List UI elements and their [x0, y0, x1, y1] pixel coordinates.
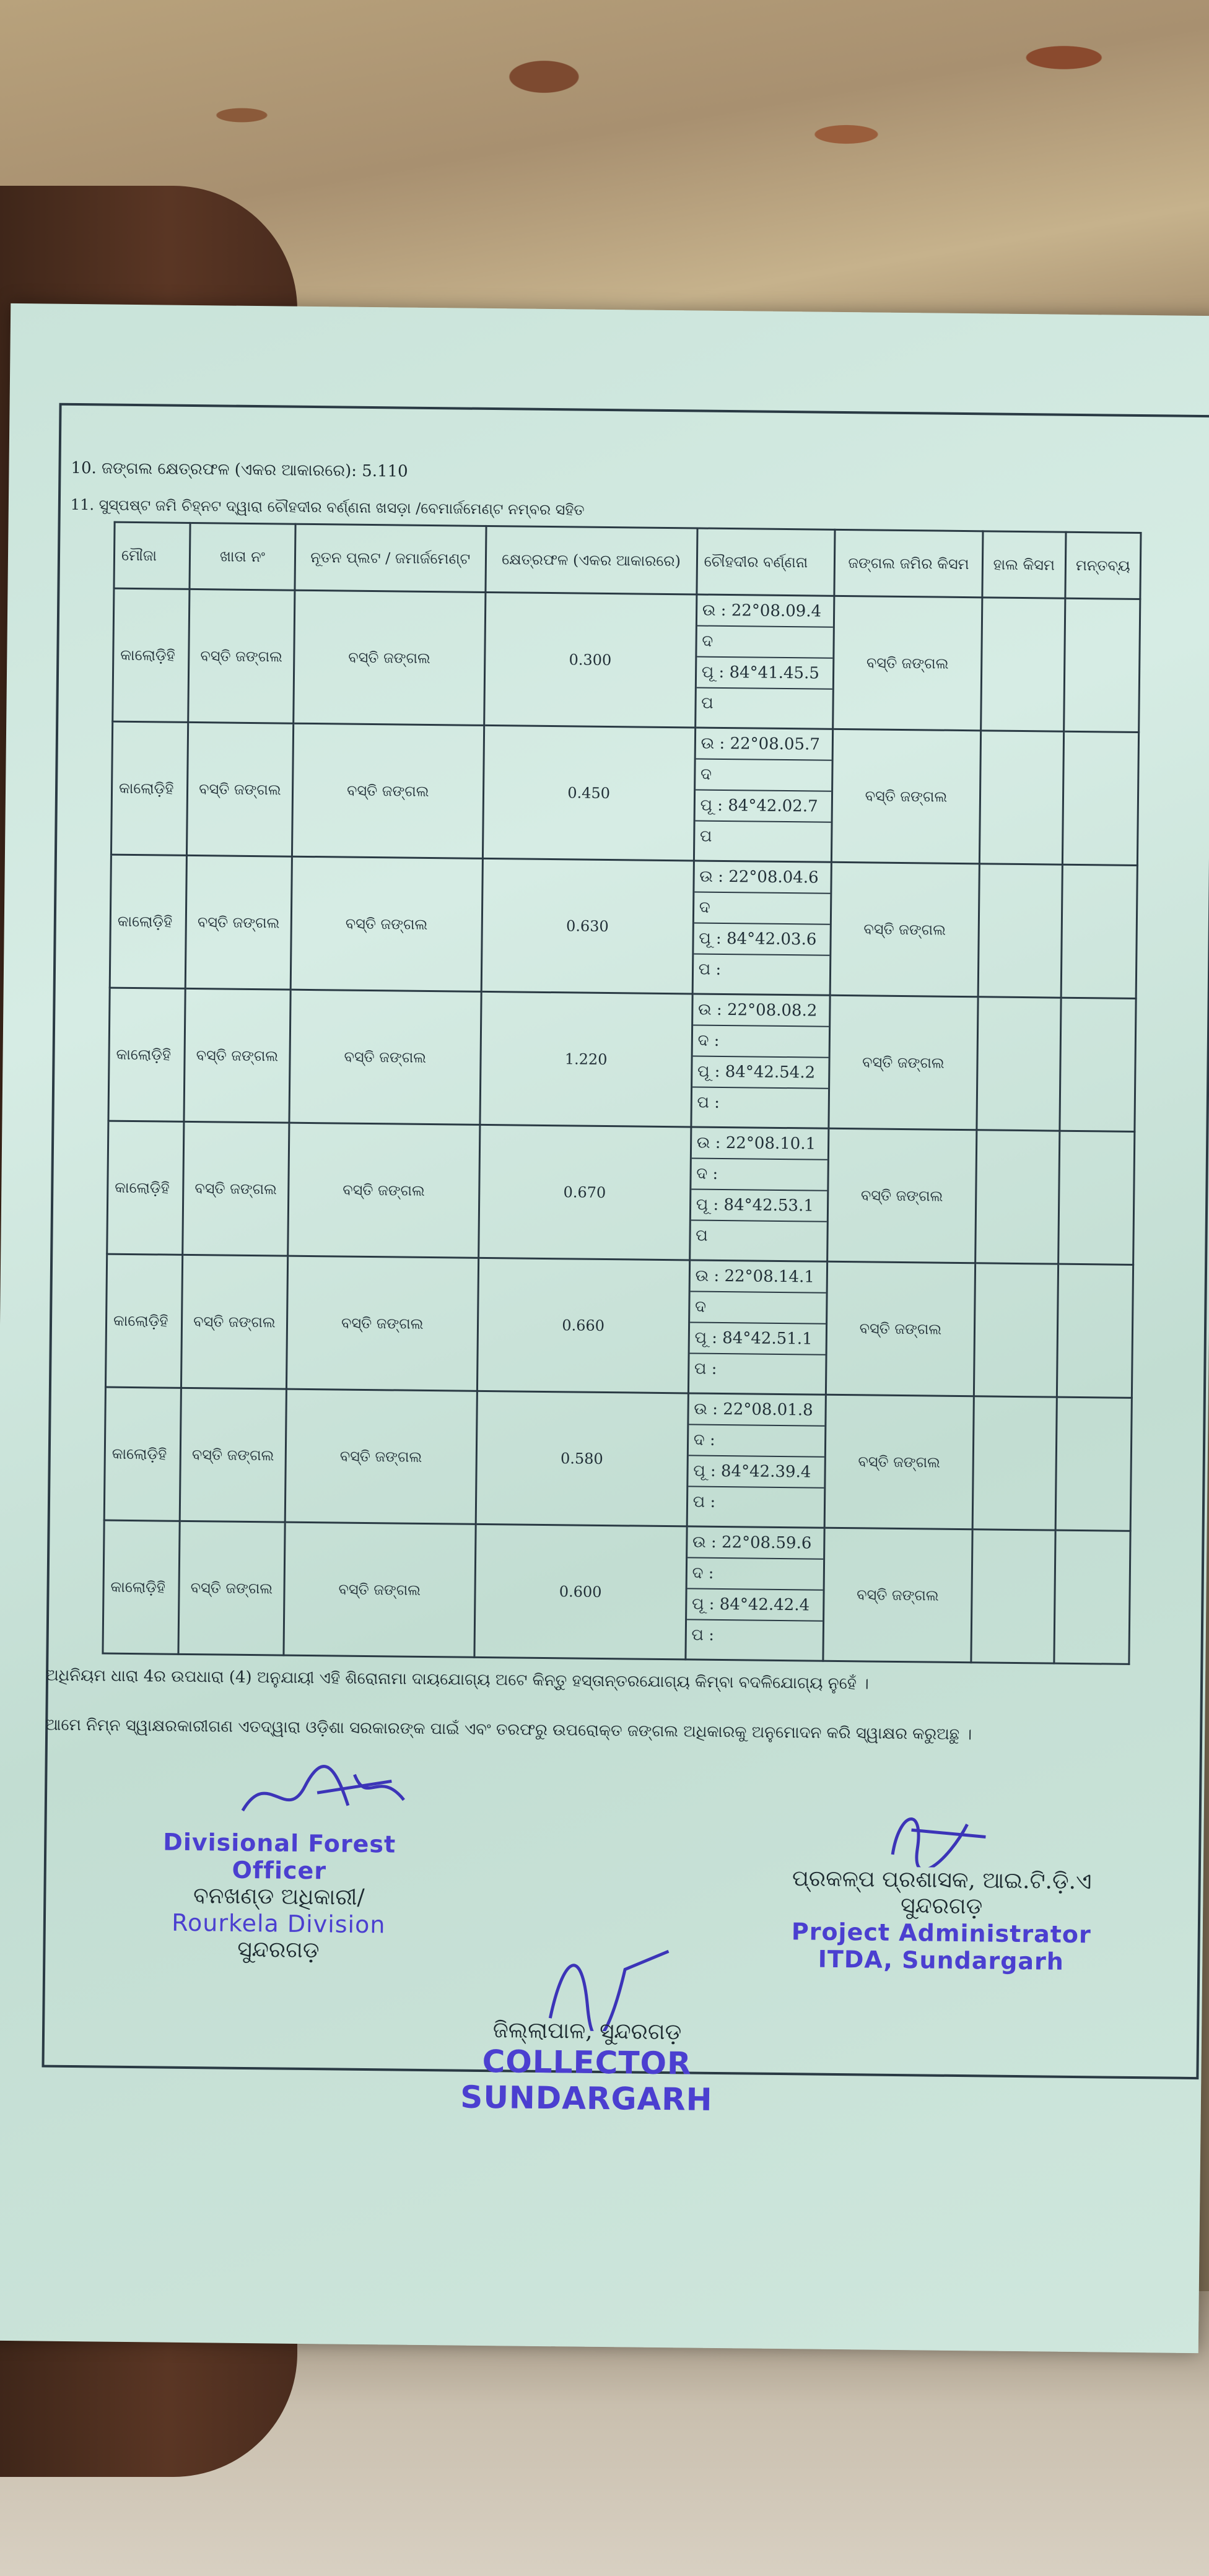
boundary-n: ଉ : 22°08.10.1: [692, 1128, 828, 1160]
collector-odia-title: ଜିଲ୍ଲାପାଳ, ସୁନ୍ଦରଗଡ଼: [492, 2017, 682, 2045]
table-row: [107, 1121, 1135, 1264]
forest-kisam-cell: ବସ୍ତି ଜଙ୍ଗଲ: [829, 995, 978, 1129]
khata-cell: ବସ୍ତି ଜଙ୍ଗଲ: [184, 988, 290, 1123]
forest-kisam-cell: ବସ୍ତି ଜଙ୍ଗଲ: [826, 1261, 975, 1396]
boundary-s: ଦ :: [691, 1159, 827, 1191]
table-row: [104, 1387, 1132, 1531]
boundary-e: ପୂ : 84°42.54.2: [692, 1056, 829, 1089]
hal-kisam-cell: [978, 864, 1062, 998]
khata-cell: ବସ୍ତି ଜଙ୍ଗଲ: [180, 1388, 286, 1522]
boundary-e: ପୂ : 84°42.51.1: [689, 1323, 826, 1355]
boundary-s: ଦ: [694, 892, 831, 925]
mouza-cell: କାଲୋଡ଼ିହି: [104, 1387, 181, 1521]
forest-kisam-cell: ବସ୍ତି ଜଙ୍ଗଲ: [827, 1128, 977, 1263]
boundary-s: ଦ :: [687, 1558, 823, 1590]
remarks-cell: [1055, 1397, 1132, 1531]
plot-cell: ବସ୍ତି ଜଙ୍ଗଲ: [286, 1256, 478, 1391]
collector-stamp-line-1: COLLECTOR: [482, 2043, 692, 2082]
header-plot: ନୂତନ ପ୍ଲଟ / ଜମାର୍ଜମେଣ୍ଟ: [295, 524, 486, 592]
land-table: [102, 521, 1141, 1665]
hal-kisam-cell: [980, 598, 1065, 731]
boundary-cell: [687, 1393, 826, 1528]
table-header-row: [114, 522, 1141, 599]
boundary-e: ପୂ : 84°41.45.5: [697, 658, 833, 690]
hal-kisam-cell: [979, 731, 1063, 864]
plot-cell: ବସ୍ତି ଜଙ୍ଗଲ: [290, 856, 482, 991]
boundary-e: ପୂ : 84°42.39.4: [688, 1456, 824, 1488]
boundary-w: ପ :: [697, 1093, 720, 1112]
header-mouza: ମୌଜା: [114, 522, 190, 589]
hal-kisam-cell: [975, 1130, 1059, 1264]
forest-kisam-cell: ବସ୍ତି ଜଙ୍ଗଲ: [823, 1528, 972, 1662]
boundary-cell: [695, 594, 834, 729]
remarks-cell: [1057, 1264, 1133, 1398]
dfo-signature-scribble: [230, 1755, 416, 1837]
khata-cell: ବସ୍ତି ଜଙ୍ଗଲ: [181, 1255, 287, 1389]
area-cell: 0.630: [481, 858, 694, 994]
boundary-w: ପ: [701, 694, 714, 713]
boundary-cell: [694, 728, 833, 862]
area-cell: 0.670: [478, 1125, 691, 1260]
boundary-s: ଦ: [697, 627, 833, 659]
header-boundary: ଚୌହଦୀର ବର୍ଣ୍ଣନା: [697, 528, 836, 596]
forest-area-line: 10. ଜଙ୍ଗଲ କ୍ଷେତ୍ରଫଳ (ଏକର ଆକାରରେ): 5.110: [71, 458, 408, 481]
boundary-cell: [691, 994, 831, 1128]
hal-kisam-cell: [974, 1263, 1058, 1397]
collector-stamp-line-2: SUNDARGARH: [460, 2079, 713, 2118]
boundary-s: ଦ :: [692, 1025, 829, 1058]
dfo-stamp-line-2: Rourkela Division: [172, 1908, 386, 1939]
header-remarks: ମନ୍ତବ୍ୟ: [1065, 532, 1141, 599]
header-khata: ଖାତା ନଂ: [190, 523, 295, 590]
boundary-n: ଉ : 22°08.01.8: [689, 1394, 825, 1426]
remarks-cell: [1062, 731, 1139, 865]
boundary-w: ପ :: [692, 1492, 716, 1512]
mouza-cell: କାଲୋଡ଼ିହି: [105, 1254, 182, 1388]
collector-signature-scribble: [525, 1931, 687, 2032]
mouza-cell: କାଲୋଡ଼ିହି: [107, 1121, 184, 1255]
boundary-n: ଉ : 22°08.05.7: [696, 728, 832, 760]
mouza-cell: କାଲୋଡ଼ିହି: [103, 1520, 180, 1654]
boundary-s: ଦ: [696, 759, 832, 791]
pa-signature-scribble: [874, 1799, 998, 1868]
boundary-w: ପ :: [691, 1625, 715, 1645]
collector-signature-block: [413, 2017, 761, 2118]
hal-kisam-cell: [977, 997, 1061, 1131]
mouza-cell: କାଲୋଡ଼ିହି: [113, 588, 190, 722]
remarks-cell: [1061, 864, 1138, 998]
pa-signature-block: [755, 1866, 1128, 1976]
remarks-cell: [1063, 598, 1140, 732]
hal-kisam-cell: [971, 1530, 1055, 1663]
boundary-cell: [689, 1127, 829, 1261]
table-row: [111, 721, 1138, 865]
boundary-e: ପୂ : 84°42.02.7: [695, 790, 831, 822]
header-area: କ୍ଷେତ୍ରଫଳ (ଏକର ଆକାରରେ): [485, 526, 697, 594]
header-hal-kisam: ହାଲ କିସମ: [982, 531, 1066, 598]
area-cell: 0.300: [484, 592, 696, 728]
khata-cell: ବସ୍ତି ଜଙ୍ଗଲ: [188, 589, 295, 723]
area-cell: 0.660: [477, 1258, 689, 1393]
remarks-cell: [1060, 998, 1137, 1131]
khata-cell: ବସ୍ତି ଜଙ୍ଗଲ: [186, 722, 293, 856]
boundary-e: ପୂ : 84°42.42.4: [687, 1589, 823, 1621]
dfo-signature-block: [117, 1828, 440, 1965]
pa-place: ସୁନ୍ଦରଗଡ଼: [900, 1893, 983, 1920]
table-row: [110, 855, 1137, 998]
plot-cell: ବସ୍ତି ଜଙ୍ଗଲ: [292, 723, 484, 858]
boundary-e: ପୂ : 84°42.53.1: [691, 1190, 827, 1222]
plot-cell: ବସ୍ତି ଜଙ୍ଗଲ: [285, 1389, 477, 1524]
mouza-cell: କାଲୋଡ଼ିହି: [111, 721, 188, 855]
forest-kisam-cell: ବସ୍ତି ଜଙ୍ଗଲ: [833, 596, 982, 730]
boundary-w: ପ :: [698, 960, 722, 979]
plot-cell: ବସ୍ତି ଜଙ୍ଗଲ: [288, 1123, 480, 1258]
boundary-w: ପ :: [694, 1359, 717, 1378]
plot-cell: ବସ୍ତି ଜଙ୍ଗଲ: [284, 1522, 476, 1657]
boundary-cell: [692, 861, 832, 995]
area-cell: 0.580: [476, 1391, 688, 1526]
area-cell: 0.450: [482, 725, 695, 861]
dfo-place: ସୁନ୍ଦରଗଡ଼: [237, 1936, 320, 1964]
remarks-cell: [1058, 1131, 1135, 1264]
rights-note: ଅଧିନିୟମ ଧାରା 4ର ଉପଧାରା (4) ଅନୁଯାୟୀ ଏହି ଶିରୋନାମା ଦାୟଯୋଗ୍ୟ ଅଟେ କିନ୍ତୁ ହସ୍ତାନ୍ତରଯୋଗ୍ୟ କିମ୍ବା ବଦଳିଯୋଗ୍ୟ ନୁହେଁ ।: [45, 1666, 869, 1694]
dfo-stamp-line-1: Divisional Forest Officer: [163, 1828, 396, 1885]
boundary-s: ଦ :: [689, 1425, 825, 1457]
boundary-w: ପ: [696, 1226, 708, 1245]
plot-cell: ବସ୍ତି ଜଙ୍ଗଲ: [289, 990, 481, 1125]
forest-kisam-cell: ବସ୍ତି ଜଙ୍ଗଲ: [824, 1395, 974, 1529]
khata-cell: ବସ୍ତି ଜଙ୍ଗଲ: [183, 1121, 289, 1256]
document-sheet: [0, 303, 1209, 2353]
boundary-e: ପୂ : 84°42.03.6: [694, 923, 830, 955]
boundary-cell: [686, 1526, 825, 1661]
approval-note: ଆମେ ନିମ୍ନ ସ୍ୱାକ୍ଷରକାରୀଗଣ ଏତଦ୍ୱାରା ଓଡ଼ିଶା ସରକାରଙ୍କ ପାଇଁ ଏବଂ ତରଫରୁ ଉପରୋକ୍ତ ଜଙ୍ଗଲ ଅଧିକାରକୁ ଅନୁମୋଦନ କରି ସ୍ୱାକ୍ଷର କରୁଅଛୁ ।: [45, 1715, 972, 1744]
pa-stamp-line-2: ITDA, Sundargarh: [818, 1945, 1065, 1975]
area-cell: 0.600: [474, 1524, 686, 1660]
boundary-description-line: 11. ସୁସ୍ପଷ୍ଟ ଜମି ଚିହ୍ନଟ ଦ୍ୱାରା ଚୌହଦୀର ବର୍ଣ୍ଣନା ଖସଡ଼ା /ବେମାର୍ଜମେଣ୍ଟ ନମ୍ବର ସହିତ: [70, 495, 585, 519]
forest-kisam-cell: ବସ୍ତି ଜଙ୍ଗଲ: [832, 729, 981, 863]
plot-cell: ବସ୍ତି ଜଙ୍ଗଲ: [294, 590, 486, 725]
boundary-s: ଦ: [690, 1292, 826, 1324]
boundary-n: ଉ : 22°08.04.6: [694, 861, 831, 894]
remarks-cell: [1054, 1530, 1131, 1664]
table-row: [103, 1520, 1130, 1664]
header-forest-kisam: ଜଙ୍ଗଲ ଜମିର କିସମ: [834, 529, 983, 597]
khata-cell: ବସ୍ତି ଜଙ୍ଗଲ: [178, 1521, 285, 1655]
boundary-w: ପ: [699, 827, 712, 846]
boundary-n: ଉ : 22°08.08.2: [693, 994, 829, 1027]
boundary-n: ଉ : 22°08.59.6: [687, 1527, 824, 1559]
mouza-cell: କାଲୋଡ଼ିହି: [110, 855, 186, 988]
khata-cell: ବସ୍ତି ଜଙ୍ଗଲ: [185, 855, 292, 990]
table-row: [113, 588, 1140, 732]
dfo-odia-title: ବନଖଣ୍ଡ ଅଧିକାରୀ/: [193, 1883, 365, 1910]
boundary-n: ଉ : 22°08.09.4: [697, 596, 834, 628]
hal-kisam-cell: [972, 1396, 1057, 1530]
pa-odia-title: ପ୍ରକଳ୍ପ ପ୍ରଶାସକ, ଆଇ.ଟି.ଡ଼ି.ଏ: [792, 1866, 1092, 1895]
mouza-cell: କାଲୋଡ଼ିହି: [108, 988, 185, 1121]
boundary-cell: [688, 1260, 827, 1395]
boundary-n: ଉ : 22°08.14.1: [690, 1261, 826, 1293]
forest-kisam-cell: ବସ୍ତି ଜଙ୍ଗଲ: [830, 862, 979, 996]
pa-stamp-line-1: Project Administrator: [791, 1918, 1091, 1949]
area-cell: 1.220: [479, 991, 692, 1127]
table-row: [108, 988, 1136, 1131]
table-row: [105, 1254, 1133, 1398]
